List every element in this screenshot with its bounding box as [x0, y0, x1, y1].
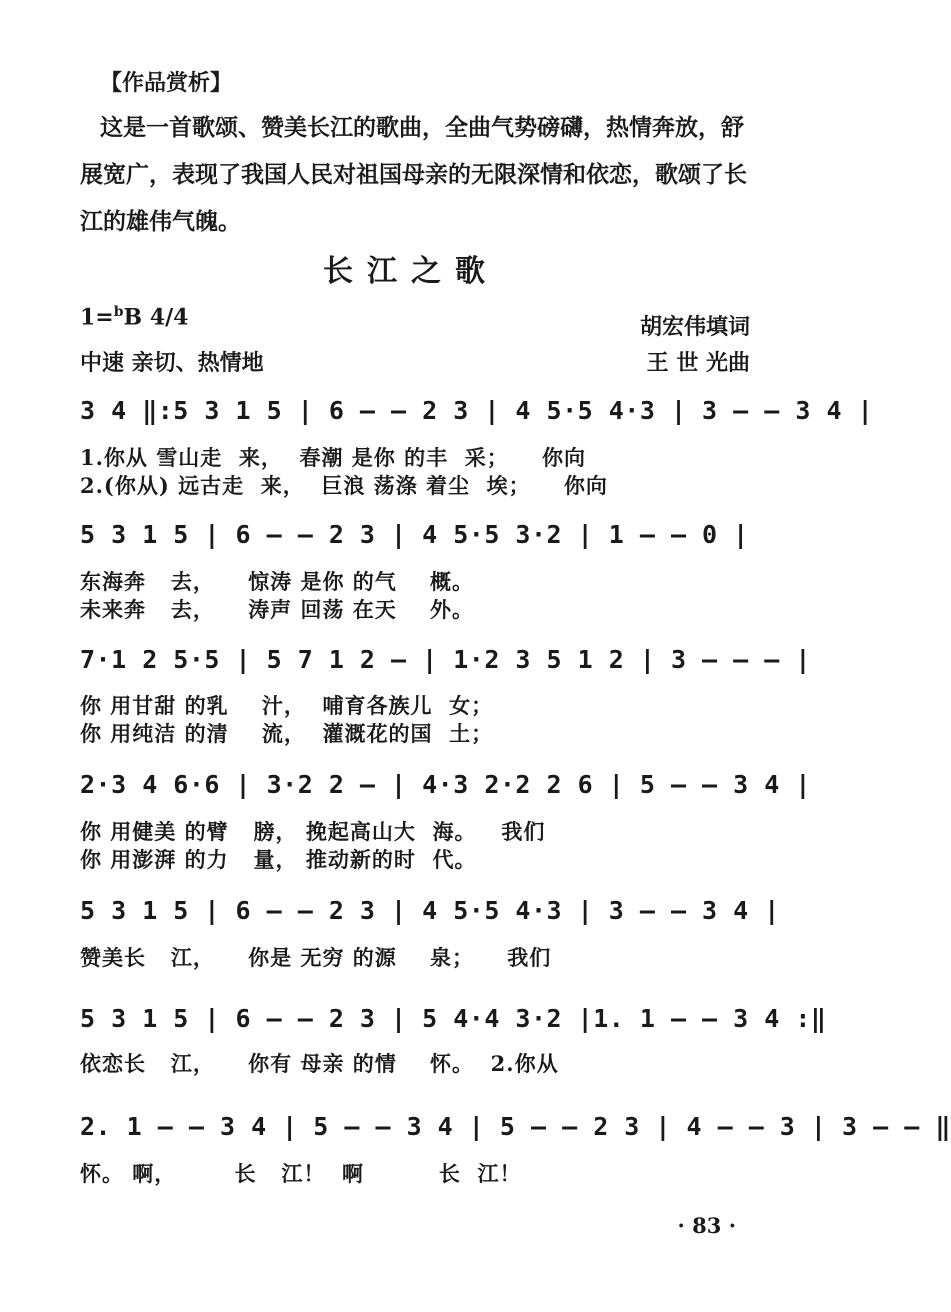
page-number: · 83 ·	[677, 1213, 736, 1238]
analysis-heading: 【作品赏析】	[100, 70, 233, 96]
analysis-text: 这是一首歌颂、赞美长江的歌曲，全曲气势磅礴，热情奔放，舒展宽广，表现了我国人民对祖国母亲的无限深情和依恋，歌颂了长江的雄伟气魄。	[80, 114, 747, 235]
lyric-line: 依恋长 江， 你有 母亲 的情 怀。 2.你从	[80, 1051, 559, 1076]
lyric-line: 怀。 啊， 长 江！ 啊 长 江！	[80, 1161, 522, 1186]
lyric-line: 1.你从 雪山走 来， 春潮 是你 的丰 采； 你向	[80, 445, 586, 470]
flat-sign: b	[113, 304, 124, 320]
key-prefix: 1=	[80, 304, 114, 331]
notation-line: 5 3 1 5 | 6 — — 2 3 | 4 5·5 4·3 | 3 — — 3 4 |	[80, 896, 780, 925]
lyric-line: 你 用甘甜 的乳 汁， 哺育各族儿 女；	[80, 693, 494, 718]
lyric-line: 东海奔 去， 惊涛 是你 的气 概。	[80, 569, 475, 594]
notation-line: 2. 1 — — 3 4 | 5 — — 3 4 | 5 — — 2 3 | 4 — — 3 | 3 — — ‖	[80, 1112, 951, 1141]
analysis-paragraph	[80, 104, 750, 245]
tempo-marking: 中速 亲切、热情地	[80, 350, 264, 376]
key-note: B	[123, 304, 143, 331]
time-signature: 4/4	[149, 304, 189, 331]
lyric-line: 未来奔 去， 涛声 回荡 在天 外。	[80, 597, 475, 622]
composer-credit: 王 世 光曲	[646, 350, 750, 376]
lyric-line: 你 用澎湃 的力 量， 推动新的时 代。	[80, 847, 477, 872]
lyric-line: 你 用纯洁 的清 流， 灌溉花的国 土；	[80, 721, 494, 746]
notation-line: 3 4 ‖:5 3 1 5 | 6 — — 2 3 | 4 5·5 4·3 | 3 — — 3 4 |	[80, 396, 874, 425]
notation-line: 2·3 4 6·6 | 3·2 2 — | 4·3 2·2 2 6 | 5 — — 3 4 |	[80, 770, 811, 799]
notation-line: 5 3 1 5 | 6 — — 2 3 | 5 4·4 3·2 |1. 1 — — 3 4 :‖	[80, 1004, 827, 1033]
lyric-line: 你 用健美 的臂 膀， 挽起高山大 海。 我们	[80, 819, 546, 844]
key-signature	[80, 304, 188, 330]
song-title: 长江之歌	[323, 254, 499, 289]
notation-line: 5 3 1 5 | 6 — — 2 3 | 4 5·5 3·2 | 1 — — 0 |	[80, 520, 749, 549]
notation-line: 7·1 2 5·5 | 5 7 1 2 — | 1·2 3 5 1 2 | 3 — — — |	[80, 645, 811, 674]
lyric-line: 2.(你从) 远古走 来， 巨浪 荡涤 着尘 埃； 你向	[80, 473, 608, 498]
lyricist-credit: 胡宏伟填词	[639, 314, 750, 340]
lyric-line: 赞美长 江， 你是 无穷 的源 泉； 我们	[80, 945, 552, 970]
